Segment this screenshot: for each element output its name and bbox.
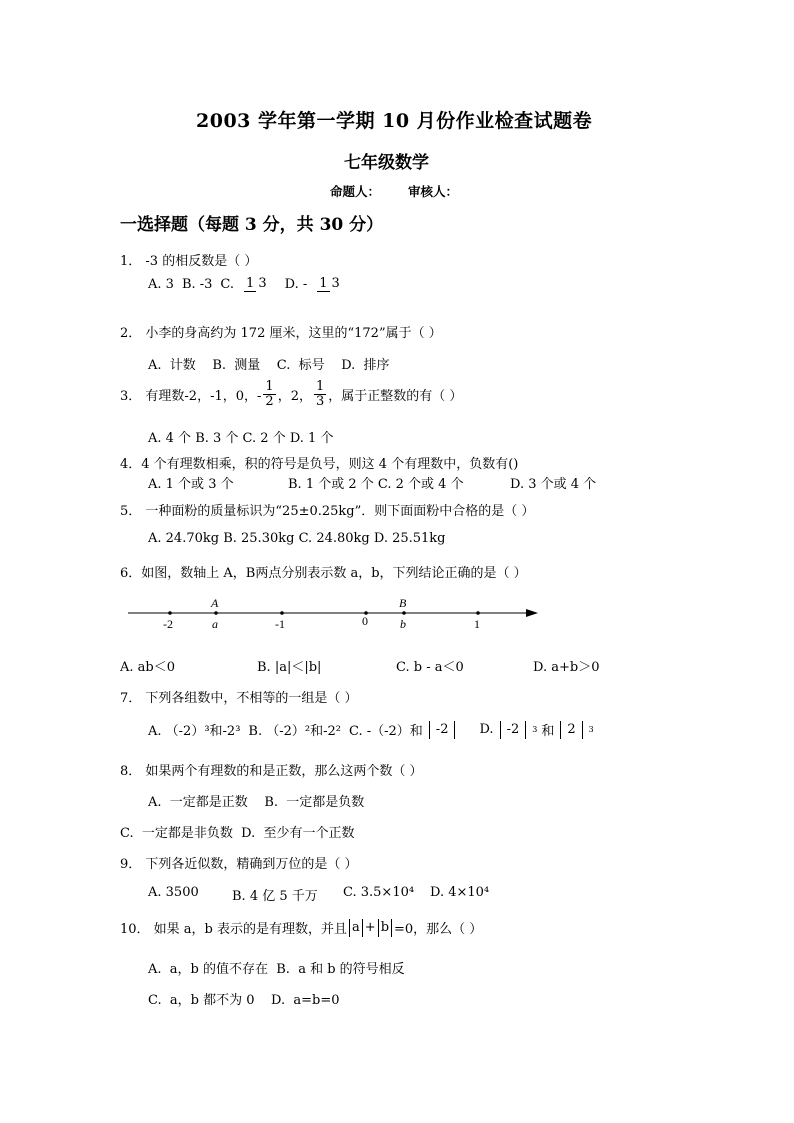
point-b-var: b (400, 617, 406, 631)
question-7-options (148, 720, 594, 739)
abs-bar (560, 721, 561, 739)
question-1: 1． -3 的相反数是（ ） (120, 254, 258, 269)
question-9: 9． 下列各近似数，精确到万位的是（ ） (120, 857, 358, 872)
option-a: A. 3 (148, 277, 174, 292)
question-2: 2． 小李的身高约为 172 厘米，这里的“172”属于（ ） (120, 326, 442, 341)
option-d: D. (479, 722, 494, 737)
option-a: A. 1 个或 3 个 (148, 477, 234, 492)
number-line (120, 592, 550, 638)
option-b: B. （-2）²和-2² (248, 724, 341, 739)
tick-label: -1 (275, 617, 285, 631)
option-d: D. - (284, 277, 308, 292)
question-5-options: A. 24.70kg B. 25.30kg C. 24.80kg D. 25.51kg (148, 531, 446, 546)
plus-sign: + (364, 920, 376, 935)
setter-label: 命题人： (330, 184, 381, 199)
fraction: 1 3 (246, 276, 267, 291)
connector-text: 和 (541, 724, 555, 739)
abs-bar (582, 721, 583, 739)
question-8-options-cd: C. 一定都是非负数 D. 至少有一个正数 (120, 826, 355, 841)
option-d: D. 4×10⁴ (430, 885, 490, 900)
tick-label: 1 (474, 617, 480, 631)
option-bc: B. 1 个或 2 个 C. 2 个或 4 个 (288, 477, 464, 492)
abs-value: b (380, 920, 390, 935)
option-c: C. b - a＜0 (396, 660, 464, 675)
abs-bar (500, 721, 501, 739)
abs-bar (429, 721, 430, 739)
abs-bar (391, 919, 392, 937)
question-3-text-mid: ，2， (277, 389, 312, 404)
option-c: C. -（-2）和 (348, 724, 423, 739)
option-a: A. （-2）³和-2³ (148, 724, 241, 739)
question-6: 6．如图，数轴上 A，B两点分别表示数 a，b，下列结论正确的是（ ） (120, 566, 527, 581)
point-b-label: B (399, 596, 407, 610)
option-b: B. 4 亿 5 千万 (232, 889, 318, 904)
question-1-options (148, 277, 344, 292)
abs-value: a (352, 920, 360, 935)
abs-bar (349, 919, 350, 937)
point-a-label: A (211, 596, 219, 610)
fraction: $\frac{1}{3}$ (315, 379, 325, 409)
question-10 (120, 918, 482, 937)
option-d: D. 3 个或 4 个 (510, 477, 597, 492)
question-8-options-ab: A. 一定都是正数 B. 一定都是负数 (148, 795, 365, 810)
abs-bar (454, 721, 455, 739)
question-4: 4．4 个有理数相乘，积的符号是负号，则这 4 个有理数中，负数有() (120, 457, 519, 472)
exponent: 3 (532, 725, 538, 734)
fraction: $\frac{1}{2}$ (265, 379, 274, 409)
tick-label: -2 (163, 617, 173, 631)
abs-value: -2 (435, 722, 449, 737)
abs-bar (362, 919, 363, 937)
question-10-text-end: =0，那么（ ） (394, 922, 483, 937)
exam-title: 2003 学年第一学期 10 月份作业检查试题卷 (196, 110, 593, 132)
exam-subtitle: 七年级数学 (344, 153, 429, 173)
option-c: C. (220, 277, 235, 292)
question-3-text: 3． 有理数-2，-1，0，- (120, 389, 262, 404)
abs-bar (378, 919, 379, 937)
question-3-options: A. 4 个 B. 3 个 C. 2 个 D. 1 个 (148, 431, 334, 446)
question-10-text: 10． 如果 a，b 表示的是有理数，并且 (120, 922, 348, 937)
question-3 (120, 380, 462, 409)
question-10-options-ab: A. a，b 的值不存在 B. a 和 b 的符号相反 (148, 962, 405, 977)
question-3-text-end: ，属于正整数的有（ ） (328, 389, 463, 404)
section-title: 一选择题（每题 3 分，共 30 分） (120, 215, 384, 235)
question-10-options-cd: C. a，b 都不为 0 D. a=b=0 (148, 993, 340, 1008)
option-b: B. -3 (181, 277, 213, 292)
abs-bar (525, 721, 526, 739)
reviewer-label: 审核人： (408, 184, 459, 199)
option-a: A. 3500 (148, 885, 199, 900)
option-b: B. |a|＜|b| (257, 660, 322, 675)
exponent: 3 (588, 725, 594, 734)
option-d: D. a+b＞0 (533, 660, 600, 675)
question-8: 8． 如果两个有理数的和是正数，那么这两个数（ ） (120, 764, 423, 779)
abs-value: -2 (506, 722, 520, 737)
option-c: C. 3.5×10⁴ (343, 885, 415, 900)
option-a: A. ab＜0 (120, 660, 175, 675)
question-2-options: A. 计数 B. 测量 C. 标号 D. 排序 (148, 358, 390, 373)
tick-label: 0 (362, 614, 368, 628)
question-7: 7． 下列各组数中，不相等的一组是（ ） (120, 691, 358, 706)
point-a-var: a (212, 617, 218, 631)
question-5: 5． 一种面粉的质量标识为“25±0.25kg”．则下面面粉中合格的是（ ） (120, 504, 535, 519)
fraction: 1 3 (319, 276, 340, 291)
abs-value: 2 (567, 722, 576, 737)
